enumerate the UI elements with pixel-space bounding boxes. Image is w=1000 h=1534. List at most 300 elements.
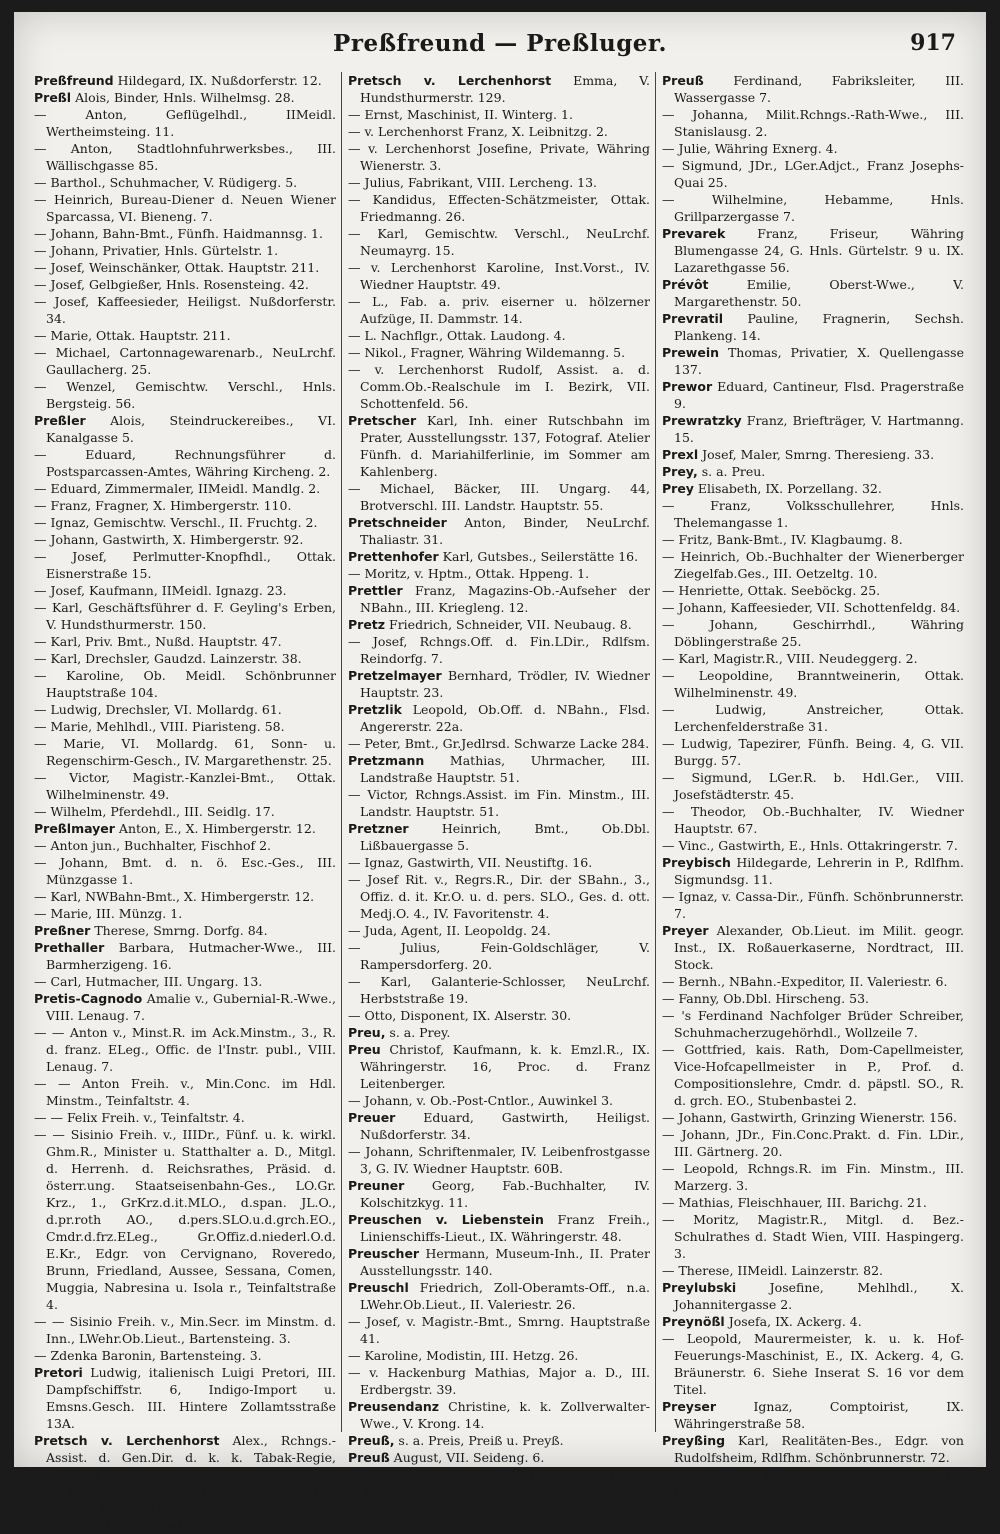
entry-text: — Johann, Bahn-Bmt., Fünfh. Haidmannsg. 1. xyxy=(34,226,323,241)
directory-entry xyxy=(348,191,650,225)
directory-entry xyxy=(662,888,964,922)
entry-text: Hildegard, IX. Nußdorferstr. 12. xyxy=(113,73,322,88)
directory-entry xyxy=(34,344,336,378)
entry-text: — Eduard, Rechnungsführer d. Postsparcassen-Amtes, Währing Kircheng. 2. xyxy=(34,447,336,479)
entry-text: — Johann, v. Ob.-Post-Cntlor., Auwinkel 3. xyxy=(348,1093,614,1108)
directory-entry xyxy=(348,140,650,174)
column-divider xyxy=(341,72,342,1432)
directory-entry xyxy=(348,735,650,752)
directory-entry xyxy=(662,1398,964,1432)
directory-entry xyxy=(662,463,964,480)
entry-text: — Leopold, Rchngs.R. im Fin. Minstm., III. Marzerg. 3. xyxy=(662,1161,964,1193)
directory-entry xyxy=(348,361,650,412)
entry-text: — Victor, Magistr.-Kanzlei-Bmt., Ottak. Wilhelminenstr. 49. xyxy=(34,770,336,802)
entry-text: Hermann, Museum-Inh., II. Prater Ausstellungsstr. 140. xyxy=(360,1246,650,1278)
directory-entry xyxy=(34,446,336,480)
directory-entry xyxy=(348,667,650,701)
entry-text: Christof, Kaufmann, k. k. Emzl.R., IX. Währingerstr. 16, Proc. d. Franz Leitenberger. xyxy=(360,1042,650,1091)
directory-entry xyxy=(348,854,650,871)
entry-text: Karl, Inh. einer Rutschbahn im Prater, Ausstellungsstr. 137, Fotograf. Atelier Fünfh. d. Mariahilferlinie, im Sommer am Kahlenberg. xyxy=(360,413,650,479)
directory-entry xyxy=(662,650,964,667)
entry-surname: Preuer xyxy=(348,1110,396,1125)
entry-surname: Prewein xyxy=(662,345,720,360)
directory-entry xyxy=(662,1160,964,1194)
directory-entry xyxy=(34,888,336,905)
entry-surname: Preyßing xyxy=(662,1433,726,1448)
directory-entry xyxy=(34,633,336,650)
entry-text: Heinrich, Bmt., Ob.Dbl. Lißbauergasse 5. xyxy=(360,821,650,853)
directory-entry xyxy=(348,582,650,616)
directory-entry xyxy=(348,1313,650,1347)
entry-text: — Julius, Fabrikant, VIII. Lercheng. 13. xyxy=(348,175,598,190)
directory-entry xyxy=(662,769,964,803)
running-head: Preßfreund — Preßluger. xyxy=(333,30,667,57)
entry-text: — Anton jun., Buchhalter, Fischhof 2. xyxy=(34,838,272,853)
entry-text: — Fanny, Ob.Dbl. Hirscheng. 53. xyxy=(662,991,870,1006)
entry-text: — Julie, Währing Exnerg. 4. xyxy=(662,141,838,156)
entry-surname: Pretz xyxy=(348,617,386,632)
entry-text: — Kandidus, Effecten-Schätzmeister, Ottak. Friedmanng. 26. xyxy=(348,192,650,224)
directory-entry xyxy=(662,1126,964,1160)
entry-text: — Julius, Fein-Goldschläger, V. Rampersdorferg. 20. xyxy=(348,940,650,972)
directory-entry xyxy=(34,718,336,735)
entry-text: Anton, E., X. Himbergerstr. 12. xyxy=(114,821,316,836)
directory-entry xyxy=(348,1398,650,1432)
directory-entry xyxy=(34,72,336,89)
entry-text: Karl, Realitäten-Bes., Edgr. von Rudolfsheim, Rdlfhm. Schönbrunnerstr. 72. xyxy=(674,1433,964,1465)
entry-text: — Karl, Geschäftsführer d. F. Geyling's Erben, V. Hundsthurmerstr. 150. xyxy=(34,600,336,632)
entry-text: — Josef, Rchngs.Off. d. Fin.LDir., Rdlfsm. Reindorfg. 7. xyxy=(348,634,650,666)
entry-text: — Josef, Kaffeesieder, Heiligst. Nußdorferstr. 34. xyxy=(34,294,336,326)
entry-surname: Preu, xyxy=(348,1025,386,1040)
entry-surname: Prexl xyxy=(662,447,699,462)
directory-entry xyxy=(662,157,964,191)
directory-entry xyxy=(348,1483,650,1500)
entry-text: — Karl, Drechsler, Gaudzd. Lainzerstr. 38. xyxy=(34,651,302,666)
entry-text: s. a. Preis, Preiß u. Preyß. xyxy=(394,1433,564,1448)
entry-text: Mathias, Uhrmacher, III. Landstraße Hauptstr. 51. xyxy=(360,753,650,785)
entry-text: — Peter, Bmt., Gr.Jedlrsd. Schwarze Lacke 284. xyxy=(348,736,650,751)
directory-entry xyxy=(34,667,336,701)
entry-text: — v. Lerchenhorst Alois, Branntweinschänker, IIMeidl. Pfarrg. 18. xyxy=(34,1484,336,1516)
entry-text: — Nikol., Fragner, Währing Wildemanng. 5. xyxy=(348,345,626,360)
entry-surname: Pretschneider xyxy=(348,515,447,530)
entry-text: Karl, Gutsbes., Seilerstätte 16. xyxy=(438,549,639,564)
entry-text: s. a. Preu. xyxy=(697,464,766,479)
entry-text: — Johann, Gastwirth, X. Himbergerstr. 92. xyxy=(34,532,304,547)
directory-entry xyxy=(662,344,964,378)
entry-text: Amalie v., Gubernial-R.-Wwe., VIII. Lenaug. 7. xyxy=(46,991,336,1023)
entry-surname: Prettler xyxy=(348,583,403,598)
entry-surname: Pretori xyxy=(34,1365,83,1380)
entry-text: Barbara, Hutmacher-Wwe., III. Barmherzigeng. 16. xyxy=(46,940,336,972)
entry-text: — — Sisinio Freih. v., IIIDr., Fünf. u. k. wirkl. Ghm.R., Minister u. Statthalter a. D., Mitgl. d. Herrenh. d. Reichsrathes, Präsid. d. österr.ung. Staatseisenbahn-Ges., LO.Gr. Krz., 1., GrKrz.d.it.MLO., d.span. JL.O., d.pr.roth AO., d.pers.SLO.u.d.grch.EO., Cmdr.d.frz.ELeg., Gr.Offiz.d.niederl.O.d. E.Kr., Edgr. von Cervignano, Roveredo, Brunn, Friedland, Aussee, Sessana, Comen, Muggia, Nabresina u. Isola r., Teinfaltstraße 4. xyxy=(34,1127,336,1312)
entry-text: Georg, Fab.-Buchhalter, IV. Kolschitzkyg. 11. xyxy=(360,1178,650,1210)
entry-text: — Bernh., NBahn.-Expeditor, II. Valeriestr. 6. xyxy=(662,974,948,989)
directory-entry xyxy=(34,531,336,548)
entry-text: — Wilhelm, Pferdehdl., III. Seidlg. 17. xyxy=(34,804,275,819)
entry-text: — Johanna, Milit.Rchngs.-Rath-Wwe., III. Stanislausg. 2. xyxy=(662,107,964,139)
entry-text: Pauline, Fragnerin, Sechsh. Plankeng. 14. xyxy=(674,311,964,343)
entry-surname: Prettenhofer xyxy=(348,549,439,564)
directory-entry xyxy=(662,412,964,446)
entry-text: — Moritz, Magistr.R., Mitgl. d. Bez.-Schulrathes d. Stadt Wien, VIII. Haspingerg. 3. xyxy=(662,1212,964,1261)
directory-entry xyxy=(348,922,650,939)
directory-entry xyxy=(34,735,336,769)
entry-surname: Preuscher xyxy=(348,1246,420,1261)
entry-text: — Vinc., Gastwirth, E., Hnls. Ottakringerstr. 7. xyxy=(662,838,958,853)
entry-text: — Ludwig, Anstreicher, Ottak. Lerchenfelderstraße 31. xyxy=(662,702,964,734)
entry-text: — L., Fab. a. priv. eiserner u. hölzerner Aufzüge, II. Dammstr. 14. xyxy=(348,294,650,326)
entry-text: — Ludwig, Tapezirer, Fünfh. Being. 4, G. VII. Burgg. 57. xyxy=(662,736,964,768)
directory-entry xyxy=(662,1007,964,1041)
directory-entry xyxy=(34,990,336,1024)
directory-entry xyxy=(662,735,964,769)
entry-surname: Pretzner xyxy=(348,821,409,836)
entry-surname: Pretsch v. Lerchenhorst xyxy=(348,73,552,88)
entry-surname: Preuner xyxy=(348,1178,405,1193)
directory-entry xyxy=(34,1075,336,1109)
directory-entry xyxy=(348,1466,650,1483)
entry-text: — Karl, NWBahn-Bmt., X. Himbergerstr. 12. xyxy=(34,889,315,904)
entry-text: — Karl, Gemischtw. Verschl., NeuLrchf. Neumayrg. 15. xyxy=(348,226,650,258)
entry-text: s. a. Prey. xyxy=(385,1025,451,1040)
entry-text: — v. Lerchenhorst Karoline, Inst.Vorst., IV. Wiedner Hauptstr. 49. xyxy=(348,260,650,292)
entry-text: — Zdenka Baronin, Bartensteing. 3. xyxy=(34,1348,262,1363)
directory-entry xyxy=(348,412,650,480)
entry-text: — Josef, Gelbgießer, Hnls. Rosensteing. 42. xyxy=(34,277,309,292)
directory-entry xyxy=(662,803,964,837)
entry-text: — Sigmund, JDr., LGer.Adjct., Franz Josephs-Quai 25. xyxy=(662,158,964,190)
entry-text: — Johann, Privatier, Hnls. Gürtelstr. 1. xyxy=(34,243,279,258)
entry-text: — — Anton Freih. v., Min.Conc. im Hdl. Minstm., Teinfaltstr. 4. xyxy=(34,1076,336,1108)
directory-entry xyxy=(662,599,964,616)
entry-text: Ignaz, Comptoirist, IX. Währingerstraße 58. xyxy=(674,1399,964,1431)
entry-text: Elisabeth, IX. Porzellang. 32. xyxy=(693,481,882,496)
entry-surname: Preßler xyxy=(34,413,86,428)
directory-entry xyxy=(662,1211,964,1262)
directory-entry xyxy=(662,854,964,888)
directory-entry xyxy=(348,871,650,922)
directory-entry xyxy=(34,701,336,718)
entry-text: — Ernst, Maschinist, II. Winterg. 1. xyxy=(348,107,573,122)
directory-entry xyxy=(34,650,336,667)
entry-surname: Pretzlik xyxy=(348,702,402,717)
entry-text: Emma, V. Hundsthurmerstr. 129. xyxy=(360,73,650,105)
entry-text: — Anton, Geflügelhdl., IIMeidl. Wertheimsteing. 11. xyxy=(34,107,336,139)
entry-text: Friedrich, Zoll-Oberamts-Off., n.a. LWehr.Ob.Lieut., II. Valeriestr. 26. xyxy=(360,1280,650,1312)
directory-entry xyxy=(662,837,964,854)
directory-entry xyxy=(348,1177,650,1211)
entry-surname: Preynößl xyxy=(662,1314,725,1329)
entry-text: Alex., Rchngs.-Assist. d. Gen.Dir. d. k. k. Tabak-Regie, Währing Wienerstr. 3. xyxy=(46,1433,336,1482)
directory-entry xyxy=(348,106,650,123)
entry-text: — v. Lerchenhorst Rudolf, Assist. a. d. Comm.Ob.-Realschule im I. Bezirk, VII. Schottenfeld. 56. xyxy=(348,362,650,411)
entry-text: — L. Nachflgr., Ottak. Laudong. 4. xyxy=(348,328,566,343)
entry-text: — — Anton v., Minst.R. im Ack.Minstm., 3., R. d. franz. ELeg., Offic. de l'Instr. publ., VIII. Lenaug. 7. xyxy=(34,1025,336,1074)
entry-surname: Pretsch v. Lerchenhorst xyxy=(34,1433,220,1448)
directory-entry xyxy=(34,1347,336,1364)
directory-entry xyxy=(348,633,650,667)
entry-text: — Victor, Rchngs.Assist. im Fin. Minstm., III. Landstr. Hauptstr. 51. xyxy=(348,787,650,819)
entry-text: — Leopold, Maurermeister, k. u. k. Hof-Feuerungs-Maschinist, E., IX. Ackerg. 4, G. Bräunerstr. 6. Siehe Inserat S. 16 vor dem Titel. xyxy=(662,1331,964,1397)
directory-entry xyxy=(34,378,336,412)
entry-surname: Preuß xyxy=(662,73,704,88)
directory-entry xyxy=(34,1024,336,1075)
directory-entry xyxy=(348,327,650,344)
entry-text: Ludwig, italienisch Luigi Pretori, III. Dampfschiffstr. 6, Indigo-Import u. Emsns.Gesch. III. Hintere Zollamtsstraße 13A. xyxy=(46,1365,336,1431)
directory-entry xyxy=(34,89,336,106)
entry-text: — Ignaz, v. Cassa-Dir., Fünfh. Schönbrunnerstr. 7. xyxy=(662,889,964,921)
entry-text: — Fritz, Bank-Bmt., IV. Klagbaumg. 8. xyxy=(662,532,903,547)
directory-entry xyxy=(34,803,336,820)
directory-entry xyxy=(662,480,964,497)
entry-text: — Johann, JDr., Fin.Conc.Prakt. d. Fin. LDir., III. Gärtnerg. 20. xyxy=(662,1127,964,1159)
entry-surname: Preßl xyxy=(34,90,72,105)
page-header xyxy=(14,30,986,70)
directory-entry xyxy=(34,1109,336,1126)
entry-text: — v. Lerchenhorst Franz, X. Leibnitzg. 2. xyxy=(348,124,608,139)
directory-entry xyxy=(34,1313,336,1347)
directory-entry xyxy=(662,446,964,463)
entry-surname: Prethaller xyxy=(34,940,105,955)
entry-text: August, VII. Seideng. 6. xyxy=(389,1450,545,1465)
entry-text: — Karoline, Ob. Meidl. Schönbrunner Hauptstraße 104. xyxy=(34,668,336,700)
column-1 xyxy=(34,72,336,1533)
entry-text: — Coloman, Comptoirist, II. Hermineng. 16. xyxy=(348,1467,629,1482)
directory-entry xyxy=(348,480,650,514)
directory-entry xyxy=(348,973,650,1007)
directory-entry xyxy=(662,106,964,140)
entry-text: Franz Freih., Linienschiffs-Lieut., IX. Währingerstr. 48. xyxy=(360,1212,650,1244)
directory-entry xyxy=(662,1041,964,1109)
directory-entry xyxy=(34,1126,336,1313)
entry-surname: Pretzmann xyxy=(348,753,425,768)
entry-text: — Johann, Gastwirth, Grinzing Wienerstr. 156. xyxy=(662,1110,958,1125)
entry-text: Rina, Bez.-Arzt-Wwe., IX. Marianneng. 10. xyxy=(674,1467,964,1499)
entry-text: — 's Ferdinand Nachfolger Brüder Schreiber, Schuhmacherzugehörhdl., Wollzeile 7. xyxy=(662,1008,964,1040)
directory-entry xyxy=(348,1449,650,1466)
entry-text: — Karoline, Modistin, III. Hetzg. 26. xyxy=(348,1348,579,1363)
entry-surname: Prewratzky xyxy=(662,413,742,428)
directory-entry xyxy=(662,276,964,310)
directory-entry xyxy=(348,1364,650,1398)
entry-text: Eduard, Gastwirth, Heiligst. Nußdorferstr. 34. xyxy=(360,1110,650,1142)
entry-surname: Preu xyxy=(348,1042,381,1057)
directory-page xyxy=(14,12,986,1533)
directory-entry xyxy=(34,973,336,990)
directory-entry xyxy=(34,1517,336,1534)
directory-entry xyxy=(34,259,336,276)
directory-entry xyxy=(34,1432,336,1483)
directory-entry xyxy=(348,565,650,582)
directory-entry xyxy=(348,786,650,820)
entry-text: — v. Lerchenhorst Josefine, Private, Währing Wienerstr. 3. xyxy=(348,141,650,173)
directory-entry xyxy=(348,616,650,633)
entry-text: — Michael, Bäcker, III. Ungarg. 44, Brotverschl. III. Landstr. Hauptstr. 55. xyxy=(348,481,650,513)
directory-entry xyxy=(34,905,336,922)
column-3 xyxy=(662,72,964,1499)
entry-text: Josef, Maler, Smrng. Theresieng. 33. xyxy=(698,447,935,462)
entry-text: — Gottfried, kais. Rath, Dom-Capellmeister, Vice-Hofcapellmeister in P., Prof. d. Compositionslehre, Cmdr. d. päpstl. SO., R. d. grch. EO., Stubenbastei 2. xyxy=(662,1042,964,1108)
entry-text: Alois, Steindruckereibes., VI. Kanalgasse 5. xyxy=(46,413,336,445)
directory-entry xyxy=(348,174,650,191)
entry-text: — Michael, Cartonnagewarenarb., NeuLrchf. Gaullacherg. 25. xyxy=(34,345,336,377)
directory-entry xyxy=(662,72,964,106)
directory-entry xyxy=(662,225,964,276)
directory-entry xyxy=(34,854,336,888)
entry-text: — Wenzel, Gemischtw. Verschl., Hnls. Bergsteig. 56. xyxy=(34,379,336,411)
directory-entry xyxy=(662,1262,964,1279)
entry-text: — Marie, Ottak. Hauptstr. 211. xyxy=(34,328,231,343)
entry-text: Hildegarde, Lehrerin in P., Rdlfhm. Sigmundsg. 11. xyxy=(674,855,964,887)
directory-entry xyxy=(348,1007,650,1024)
directory-entry xyxy=(348,259,650,293)
entry-text: — Barthol., Schuhmacher, V. Rüdigerg. 5. xyxy=(34,175,298,190)
entry-text: — Karl, Magistr.R., VIII. Neudeggerg. 2. xyxy=(662,651,918,666)
entry-text: — Juda, Agent, II. Leopoldg. 24. xyxy=(348,923,551,938)
directory-entry xyxy=(662,1330,964,1398)
entry-text: Franz, Magazins-Ob.-Aufseher der NBahn., III. Kriegleng. 12. xyxy=(360,583,650,615)
entry-text: — Marie, III. Münzg. 1. xyxy=(34,906,183,921)
directory-entry xyxy=(348,752,650,786)
entry-surname: Preybisch xyxy=(662,855,731,870)
directory-entry xyxy=(662,1466,964,1500)
entry-surname: Preuß xyxy=(348,1450,390,1465)
directory-entry xyxy=(662,378,964,412)
directory-entry xyxy=(662,1313,964,1330)
entry-text: Alois, Binder, Hnls. Wilhelmsg. 28. xyxy=(71,90,295,105)
entry-text: Christine, k. k. Zollverwalter-Wwe., V. Krong. 14. xyxy=(360,1399,650,1431)
entry-text: — Josef, v. Magistr.-Bmt., Smrng. Hauptstraße 41. xyxy=(348,1314,650,1346)
entry-surname: Prey, xyxy=(662,464,698,479)
directory-entry xyxy=(34,140,336,174)
directory-entry xyxy=(34,106,336,140)
entry-text: — Josef, Perlmutter-Knopfhdl., Ottak. Eisnerstraße 15. xyxy=(34,549,336,581)
directory-entry xyxy=(348,1279,650,1313)
directory-entry xyxy=(662,973,964,990)
directory-entry xyxy=(34,225,336,242)
directory-entry xyxy=(348,701,650,735)
entry-surname: Preßlmayer xyxy=(34,821,115,836)
entry-surname: Prevarek xyxy=(662,226,726,241)
entry-text: Franz, Briefträger, V. Hartmanng. 15. xyxy=(674,413,964,445)
directory-entry xyxy=(662,616,964,650)
entry-text: Thomas, Privatier, X. Quellengasse 137. xyxy=(674,345,964,377)
directory-entry xyxy=(348,514,650,548)
entry-text: Josefa, IX. Ackerg. 4. xyxy=(724,1314,862,1329)
entry-text: — Heinrich, Bureau-Diener d. Neuen Wiener Sparcassa, VI. Bieneng. 7. xyxy=(34,192,336,224)
entry-text: — Eduard, Lehrer, Flsd. Hauptstr. 37. xyxy=(34,1518,274,1533)
entry-surname: Pretscher xyxy=(348,413,417,428)
entry-text: — Carl, Hutmacher, III. Ungarg. 13. xyxy=(34,974,263,989)
directory-entry xyxy=(348,939,650,973)
entry-text: Eduard, Cantineur, Flsd. Pragerstraße 9. xyxy=(674,379,964,411)
directory-entry xyxy=(662,1109,964,1126)
entry-text: — Eduard, Clavierlehrer, Franz Josefs-Quai 25. xyxy=(348,1484,646,1499)
directory-entry xyxy=(662,1432,964,1466)
directory-entry xyxy=(34,191,336,225)
entry-surname: Preyßinger xyxy=(662,1467,740,1482)
directory-entry xyxy=(34,242,336,259)
directory-entry xyxy=(348,1245,650,1279)
directory-entry xyxy=(662,990,964,1007)
entry-text: Bernhard, Trödler, IV. Wiedner Hauptstr. 23. xyxy=(360,668,650,700)
entry-surname: Preylubski xyxy=(662,1280,737,1295)
directory-entry xyxy=(662,1279,964,1313)
directory-entry xyxy=(34,497,336,514)
entry-text: Josefine, Mehlhdl., X. Johannitergasse 2. xyxy=(674,1280,964,1312)
directory-entry xyxy=(662,140,964,157)
entry-text: — Marie, VI. Mollardg. 61, Sonn- u. Regenschirm-Gesch., IV. Margarethenstr. 25. xyxy=(34,736,336,768)
entry-surname: Pretis-Cagnodo xyxy=(34,991,143,1006)
directory-entry xyxy=(348,344,650,361)
entry-surname: Pretzelmayer xyxy=(348,668,442,683)
directory-entry xyxy=(348,1092,650,1109)
directory-entry xyxy=(34,769,336,803)
directory-columns xyxy=(34,72,970,1533)
entry-text: — Franz, Fragner, X. Himbergerstr. 110. xyxy=(34,498,292,513)
directory-entry xyxy=(348,548,650,565)
directory-entry xyxy=(662,1194,964,1211)
entry-text: Friedrich, Schneider, VII. Neubaug. 8. xyxy=(385,617,632,632)
entry-surname: Preuschen v. Liebenstein xyxy=(348,1212,544,1227)
entry-text: — Wilhelmine, Hebamme, Hnls. Grillparzergasse 7. xyxy=(662,192,964,224)
entry-text: Emilie, Oberst-Wwe., V. Margarethenstr. 50. xyxy=(674,277,964,309)
directory-entry xyxy=(348,1024,650,1041)
directory-entry xyxy=(662,667,964,701)
directory-entry xyxy=(34,1364,336,1432)
directory-entry xyxy=(348,123,650,140)
directory-entry xyxy=(34,327,336,344)
directory-entry xyxy=(662,701,964,735)
entry-surname: Prey xyxy=(662,481,694,496)
entry-text: — — Sisinio Freih. v., Min.Secr. im Minstm. d. Inn., LWehr.Ob.Lieut., Bartensteing. 3. xyxy=(34,1314,336,1346)
entry-surname: Preßfreund xyxy=(34,73,114,88)
directory-entry xyxy=(348,1211,650,1245)
entry-text: Alexander, Ob.Lieut. im Milit. geogr. Inst., IX. Roßauerkaserne, Nordtract, III. Stock. xyxy=(674,923,964,972)
directory-entry xyxy=(348,72,650,106)
directory-entry xyxy=(348,1432,650,1449)
column-divider xyxy=(655,72,656,1432)
entry-text: — — Felix Freih. v., Teinfaltstr. 4. xyxy=(34,1110,245,1125)
directory-entry xyxy=(348,225,650,259)
entry-text: — Henriette, Ottak. Seeböckg. 25. xyxy=(662,583,881,598)
entry-text: — Josef Rit. v., Regrs.R., Dir. der SBahn., 3., Offiz. d. it. Kr.O. u. d. pers. SLO., Ges. d. ott. Medj.O. 4., IV. Favoritenstr. 4. xyxy=(348,872,650,921)
directory-entry xyxy=(34,837,336,854)
entry-text: — Therese, IIMeidl. Lainzerstr. 82. xyxy=(662,1263,884,1278)
entry-text: — Eduard, Zimmermaler, IIMeidl. Mandlg. 2. xyxy=(34,481,321,496)
directory-entry xyxy=(34,514,336,531)
directory-entry xyxy=(662,497,964,531)
entry-surname: Preyser xyxy=(662,1399,717,1414)
page-number: 917 xyxy=(910,30,956,56)
directory-entry xyxy=(34,293,336,327)
directory-entry xyxy=(662,310,964,344)
column-2 xyxy=(348,72,650,1499)
entry-text: Therese, Smrng. Dorfg. 84. xyxy=(90,923,268,938)
entry-text: — Sigmund, LGer.R. b. Hdl.Ger., VIII. Josefstädterstr. 45. xyxy=(662,770,964,802)
directory-entry xyxy=(348,1347,650,1364)
directory-entry xyxy=(662,531,964,548)
directory-entry xyxy=(348,820,650,854)
directory-entry xyxy=(348,293,650,327)
directory-entry xyxy=(348,1143,650,1177)
entry-surname: Prévôt xyxy=(662,277,709,292)
entry-surname: Prewor xyxy=(662,379,713,394)
directory-entry xyxy=(34,174,336,191)
entry-text: — Franz, Volksschullehrer, Hnls. Thelemangasse 1. xyxy=(662,498,964,530)
